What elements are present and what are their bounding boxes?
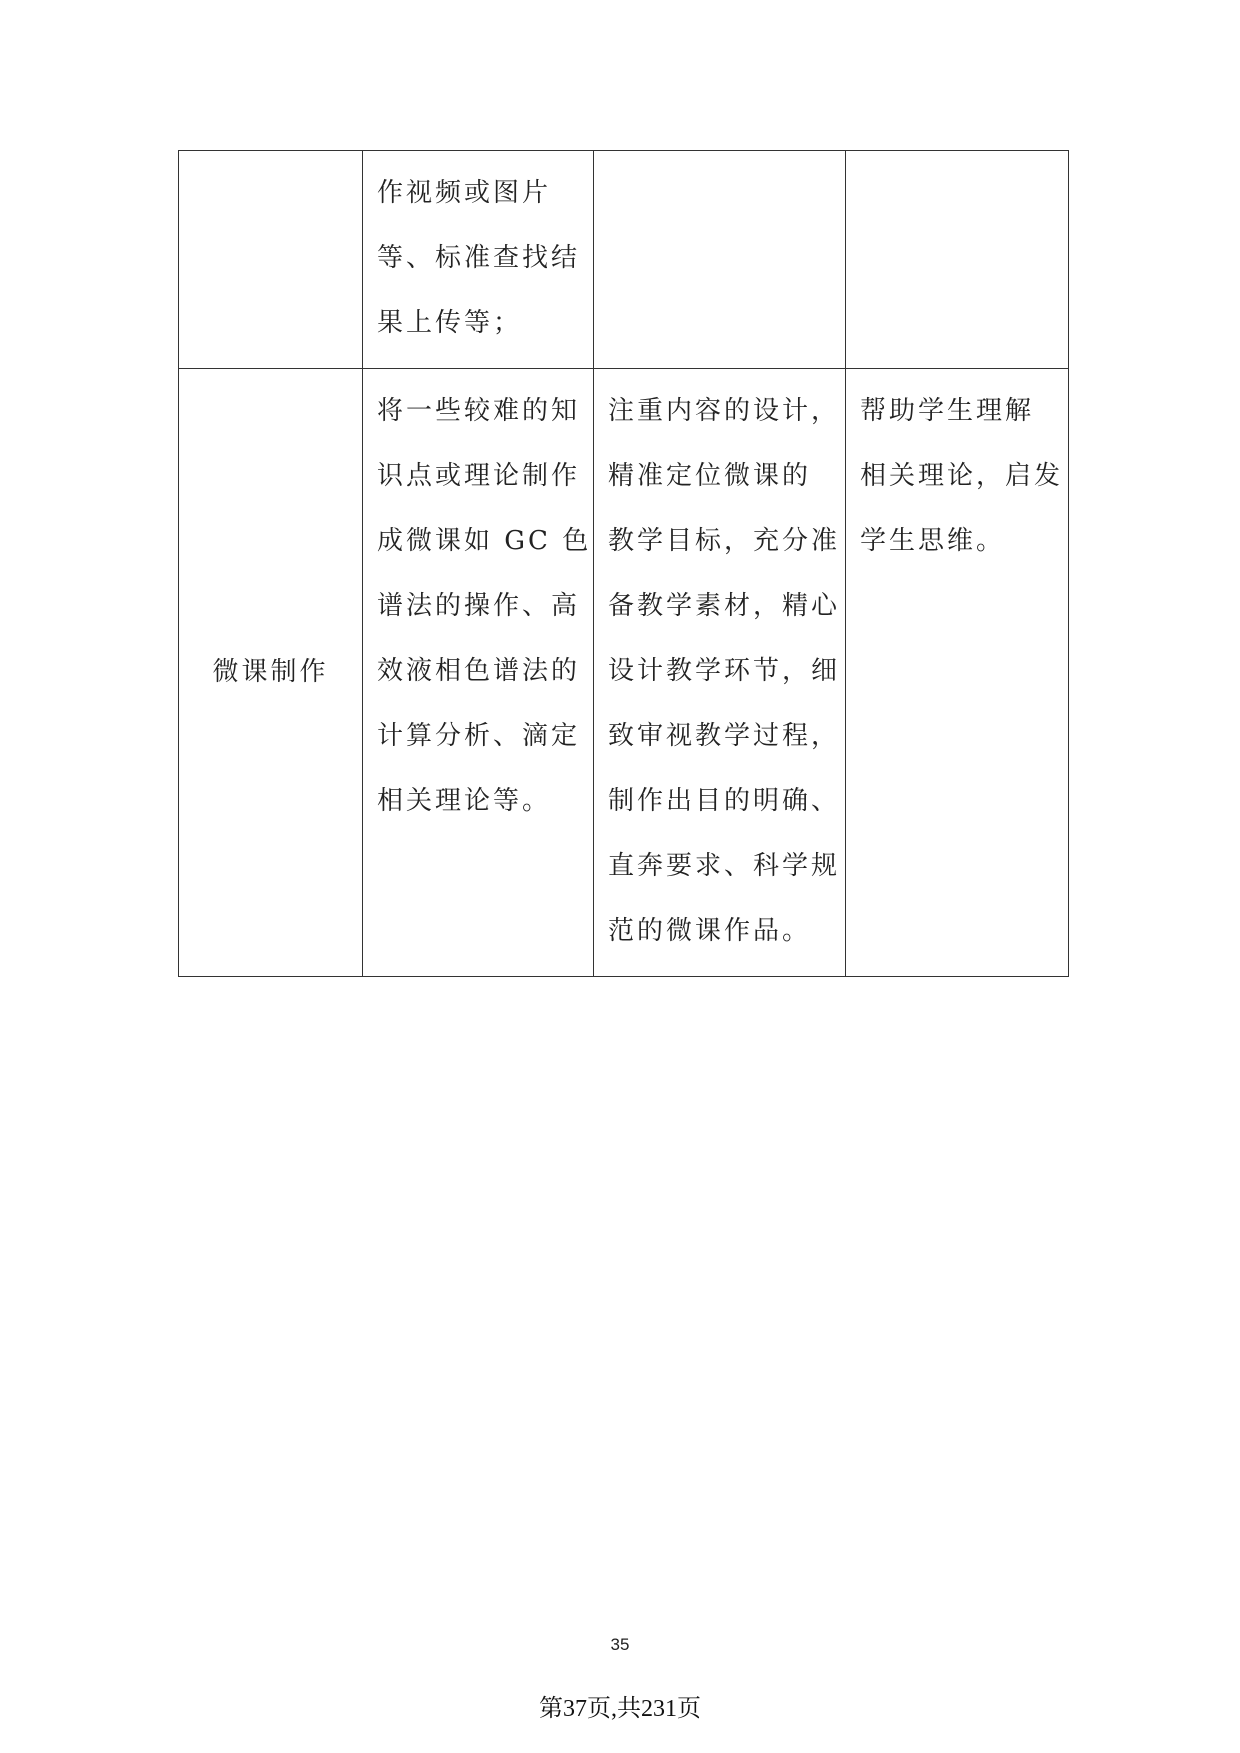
cell-text-line: 精准定位微课的 (608, 461, 812, 491)
table-row (179, 369, 1069, 977)
table-row (179, 151, 1069, 369)
table-cell-label (179, 151, 363, 369)
cell-text-line: 相关理论等。 (377, 786, 552, 816)
cell-text-line: 果上传等； (377, 308, 523, 338)
cell-text-line: 识点或理论制作 (377, 461, 581, 491)
cell-text-line: 作视频或图片 (377, 178, 552, 208)
cell-text-line: 计算分析、滴定 (377, 721, 581, 751)
page-number: 35 (610, 1635, 630, 1654)
table-cell-requirement (594, 151, 846, 369)
cell-text-line: 帮助学生理解 (860, 396, 1035, 426)
cell-text-line: 相关理论，启发 (860, 461, 1064, 491)
content-table (178, 150, 1069, 977)
table-cell-content (363, 151, 594, 369)
cell-text-line: 备教学素材，精心 (608, 591, 841, 621)
cell-text-line: 谱法的操作、高 (377, 591, 581, 621)
table-cell-content (363, 369, 594, 977)
cell-text-line: 等、标准查找结 (377, 243, 581, 273)
cell-text-line: 成微课如 GC 色 (377, 526, 592, 556)
cell-text-line: 效液相色谱法的 (377, 656, 581, 686)
cell-text-line: 教学目标，充分准 (608, 526, 841, 556)
table-cell-purpose (846, 369, 1069, 977)
cell-text-line: 学生思维。 (860, 526, 1006, 556)
cell-text-line: 将一些较难的知 (377, 396, 581, 426)
table-cell-purpose (846, 151, 1069, 369)
cell-text-line: 设计教学环节，细 (608, 656, 841, 686)
cell-text-line: 直奔要求、科学规 (608, 851, 841, 881)
table-cell-requirement (594, 369, 846, 977)
cell-text-line: 注重内容的设计， (608, 396, 841, 426)
cell-text-line: 制作出目的明确、 (608, 786, 841, 816)
cell-text-line: 致审视教学过程， (608, 721, 841, 751)
cell-text-line: 范的微课作品。 (608, 916, 812, 946)
page-footer: 第37页,共231页 (539, 1696, 701, 1722)
table-cell-label: 微课制作 (179, 369, 363, 977)
